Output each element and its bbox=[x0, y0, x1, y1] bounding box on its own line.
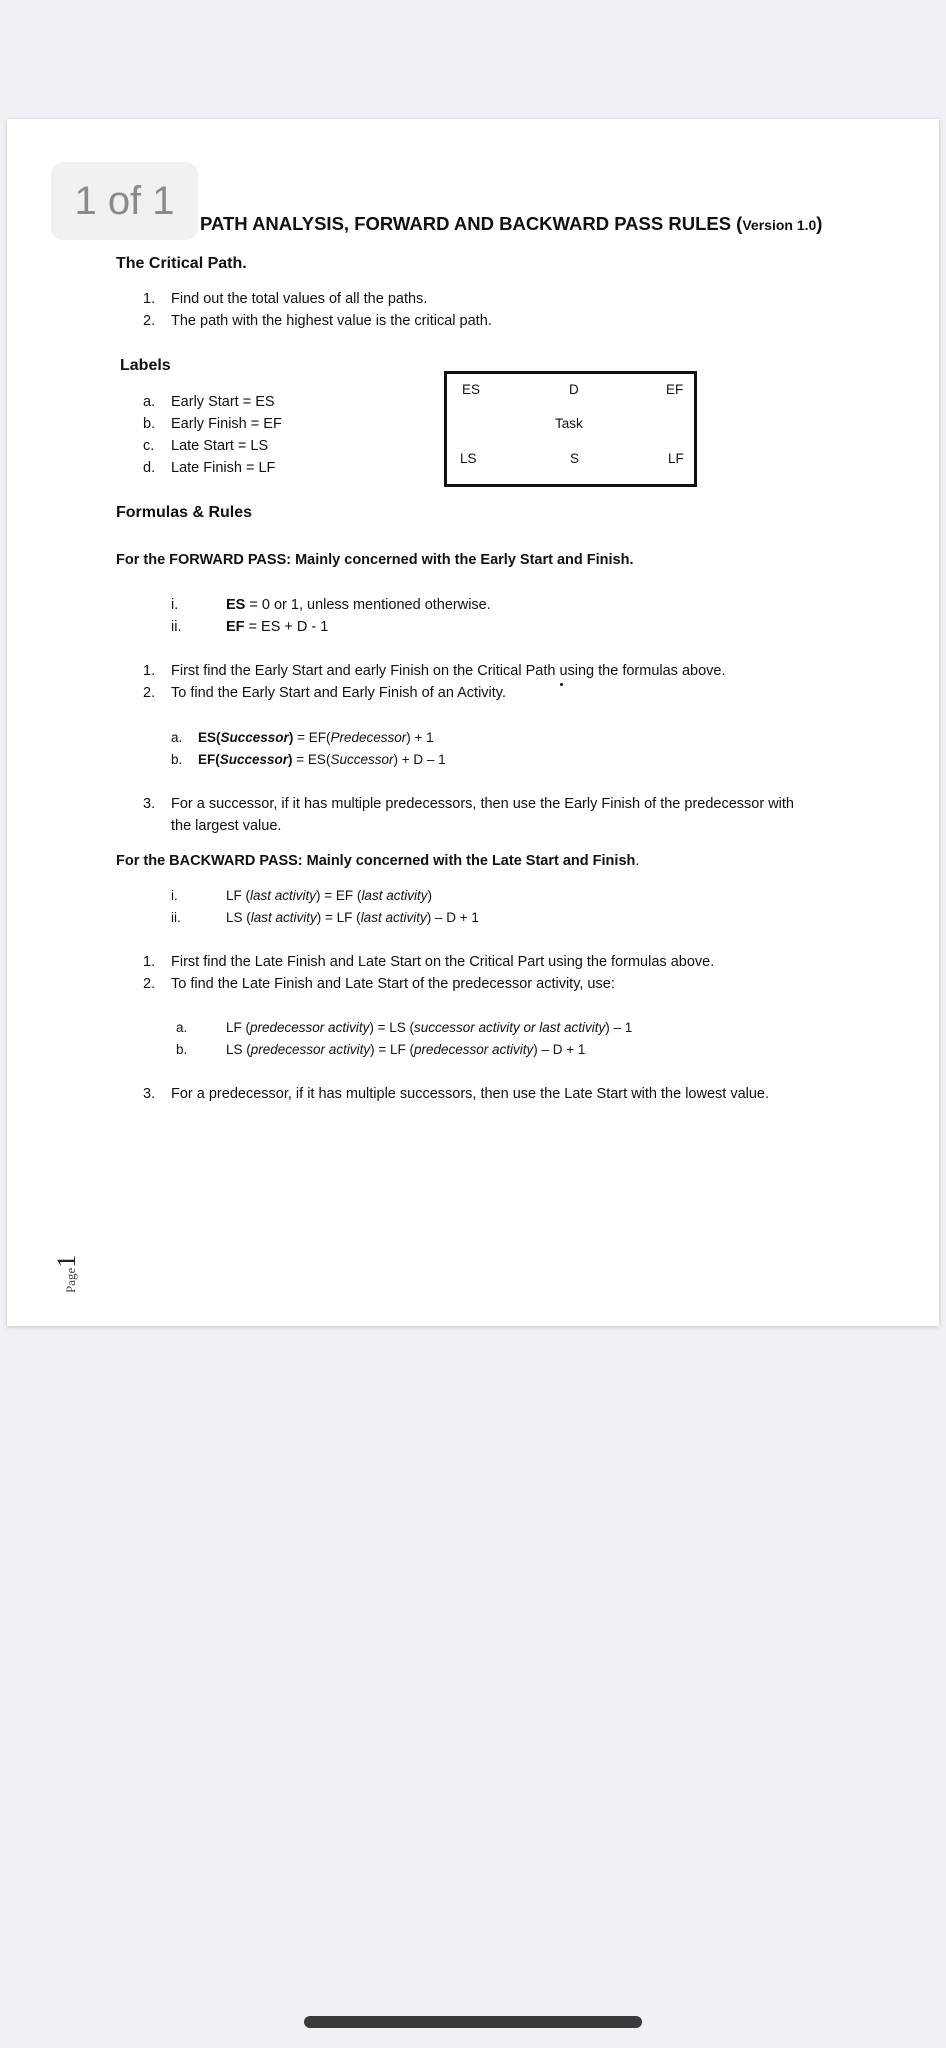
list-letter: c. bbox=[143, 438, 155, 454]
page-label-number: 1 bbox=[52, 1254, 81, 1268]
task-node-diagram bbox=[444, 371, 697, 487]
backward-pass-heading: For the BACKWARD PASS: Mainly concerned with the Late Start and Finish. bbox=[116, 853, 640, 869]
list-number: 3. bbox=[143, 1086, 156, 1102]
critical-path-heading: The Critical Path. bbox=[116, 255, 247, 272]
task-box-ef: EF bbox=[666, 382, 684, 397]
list-item: Early Finish = EF bbox=[171, 416, 282, 432]
list-item: First find the Early Start and early Finish on the Critical Path using the formulas above. bbox=[171, 663, 726, 679]
backward-formula-ls: LS (last activity) = LF (last activity) – D + 1 bbox=[226, 910, 479, 925]
stray-dot bbox=[560, 683, 563, 686]
task-box-lf: LF bbox=[668, 451, 684, 466]
task-box-ls: LS bbox=[460, 451, 477, 466]
task-box-s: S bbox=[570, 451, 580, 466]
list-letter: a. bbox=[171, 730, 183, 745]
list-letter: b. bbox=[176, 1042, 188, 1057]
list-item: First find the Late Finish and Late Start on the Critical Part using the formulas above. bbox=[171, 954, 715, 970]
home-indicator[interactable] bbox=[304, 2016, 642, 2028]
document-title: PATH ANALYSIS, FORWARD AND BACKWARD PASS RULES (Version 1.0) bbox=[200, 213, 823, 234]
labels-heading: Labels bbox=[120, 357, 171, 374]
list-roman: ii. bbox=[171, 910, 181, 925]
backward-predecessor-lf: LF (predecessor activity) = LS (successor activity or last activity) – 1 bbox=[226, 1020, 633, 1035]
page-label-word: Page bbox=[63, 1267, 78, 1293]
list-letter: b. bbox=[171, 752, 183, 767]
list-item: To find the Late Finish and Late Start of the predecessor activity, use: bbox=[171, 976, 615, 992]
list-item: To find the Early Start and Early Finish of an Activity. bbox=[171, 685, 506, 701]
task-box-d: D bbox=[569, 382, 579, 397]
list-number: 3. bbox=[143, 796, 156, 812]
list-number: 1. bbox=[143, 663, 156, 679]
list-item: Find out the total values of all the paths. bbox=[171, 291, 428, 307]
list-number: 1. bbox=[143, 954, 156, 970]
task-box-es: ES bbox=[462, 382, 481, 397]
forward-pass-heading: For the FORWARD PASS: Mainly concerned with the Early Start and Finish. bbox=[116, 552, 634, 568]
list-roman: i. bbox=[171, 888, 178, 903]
page-number-label bbox=[34, 1215, 92, 1295]
list-item: The path with the highest value is the critical path. bbox=[171, 313, 492, 329]
backward-predecessor-ls: LS (predecessor activity) = LF (predecessor activity) – D + 1 bbox=[226, 1042, 586, 1057]
list-number: 1. bbox=[143, 291, 156, 307]
forward-formula-es: ES = 0 or 1, unless mentioned otherwise. bbox=[226, 597, 491, 613]
task-box-task: Task bbox=[555, 416, 583, 431]
list-roman: i. bbox=[171, 597, 179, 613]
forward-formula-ef: EF = ES + D - 1 bbox=[226, 619, 329, 635]
list-item: For a predecessor, if it has multiple successors, then use the Late Start with the lowest value. bbox=[171, 1086, 770, 1102]
list-item: Late Finish = LF bbox=[171, 460, 276, 476]
list-item-continued: the largest value. bbox=[171, 818, 282, 834]
list-letter: d. bbox=[143, 460, 156, 476]
list-number: 2. bbox=[143, 685, 156, 701]
list-item: Early Start = ES bbox=[171, 394, 275, 410]
list-number: 2. bbox=[143, 976, 156, 992]
list-roman: ii. bbox=[171, 619, 182, 635]
list-letter: a. bbox=[176, 1020, 188, 1035]
list-item: For a successor, if it has multiple predecessors, then use the Early Finish of the predecessor with bbox=[171, 796, 794, 812]
formulas-heading: Formulas & Rules bbox=[116, 504, 253, 521]
forward-successor-ef: EF(Successor) = ES(Successor) + D – 1 bbox=[198, 752, 446, 767]
list-letter: b. bbox=[143, 416, 156, 432]
forward-successor-es: ES(Successor) = EF(Predecessor) + 1 bbox=[198, 730, 434, 745]
page-counter-badge: 1 of 1 bbox=[51, 162, 198, 240]
list-number: 2. bbox=[143, 313, 156, 329]
list-item: Late Start = LS bbox=[171, 438, 269, 454]
list-letter: a. bbox=[143, 394, 156, 410]
backward-formula-lf: LF (last activity) = EF (last activity) bbox=[226, 888, 432, 903]
